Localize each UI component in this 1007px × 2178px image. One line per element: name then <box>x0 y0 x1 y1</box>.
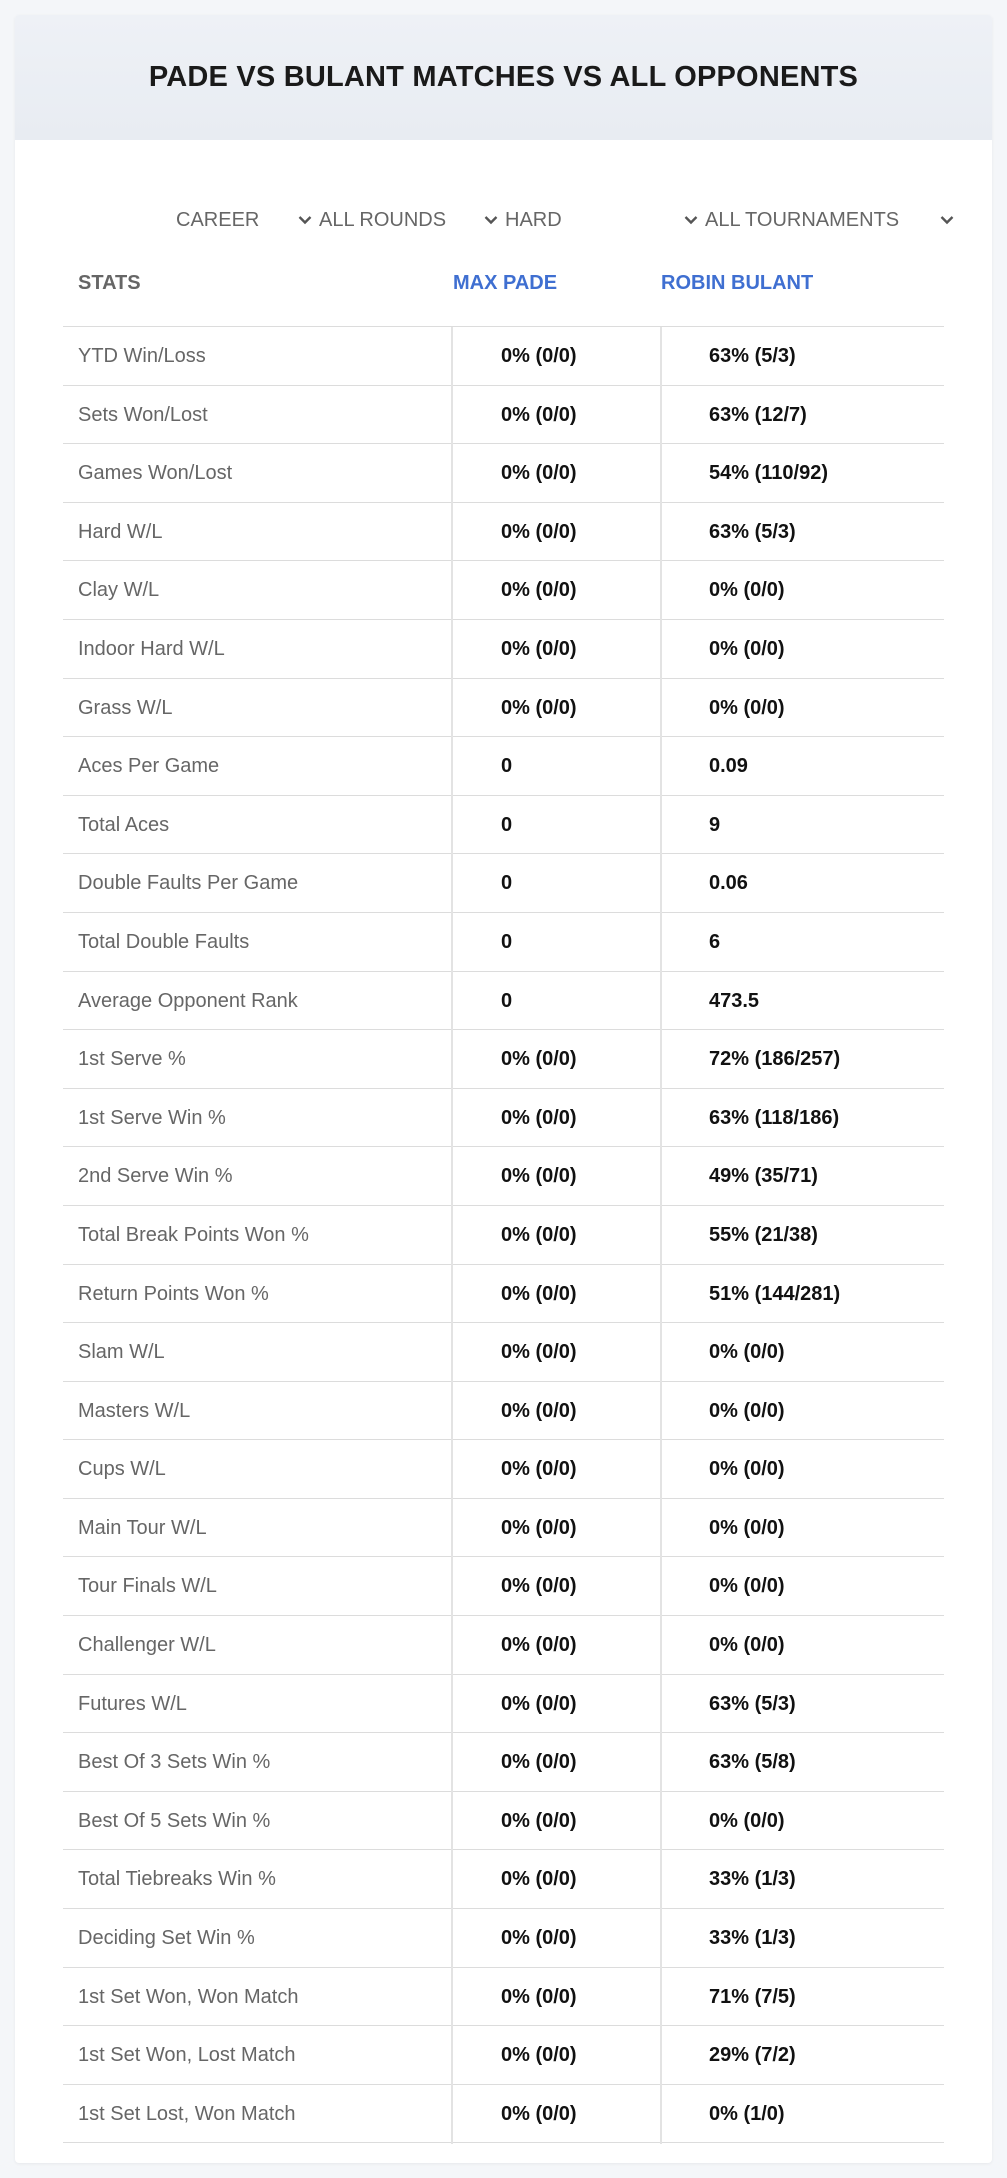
row-label: YTD Win/Loss <box>78 345 206 367</box>
row-label: Futures W/L <box>78 1692 187 1715</box>
surface-select-value: HARD <box>505 208 562 231</box>
row-label: Tour Finals W/L <box>78 1575 217 1598</box>
player2-value: 29% (7/2) <box>709 2044 796 2067</box>
column-divider <box>660 327 662 2144</box>
player2-value: 33% (1/3) <box>709 1868 796 1891</box>
player2-value: 51% (144/281) <box>709 1282 841 1305</box>
player1-value: 0% (0/0) <box>501 579 577 602</box>
column-divider <box>451 327 453 2144</box>
player2-value: 63% (5/8) <box>709 1751 796 1774</box>
table-row <box>63 327 944 386</box>
round-select-value: ALL ROUNDS <box>319 208 447 231</box>
table-row <box>63 2085 944 2144</box>
row-label: 1st Set Won, Lost Match <box>78 2044 296 2067</box>
player2-value: 0.06 <box>709 872 748 895</box>
stats-table <box>63 255 944 2143</box>
table-row <box>63 1675 944 1734</box>
table-row <box>63 1382 944 1441</box>
player1-value: 0% (0/0) <box>501 1809 577 1832</box>
table-row <box>63 1323 944 1382</box>
row-label: Masters W/L <box>78 1399 191 1422</box>
table-row <box>63 1909 944 1968</box>
period-select[interactable] <box>176 205 313 235</box>
player2-value: 0% (0/0) <box>709 1575 785 1598</box>
table-row <box>63 1557 944 1616</box>
row-label: Main Tour W/L <box>78 1516 207 1539</box>
table-row <box>63 1616 944 1675</box>
player1-value: 0% (0/0) <box>501 696 577 719</box>
player1-value: 0% (0/0) <box>501 1399 577 1422</box>
table-row <box>63 1089 944 1148</box>
player1-value: 0% (0/0) <box>501 1106 577 1129</box>
card-header <box>15 15 992 140</box>
player1-value: 0% (0/0) <box>501 2102 577 2125</box>
player1-value: 0% (0/0) <box>501 1868 577 1891</box>
player1-value: 0% (0/0) <box>501 1985 577 2008</box>
row-label: Total Aces <box>78 813 170 836</box>
table-row <box>63 1206 944 1265</box>
row-label: Slam W/L <box>78 1341 165 1364</box>
player2-value: 0% (1/0) <box>709 2102 785 2125</box>
player1-value: 0% (0/0) <box>501 345 577 367</box>
table-row <box>63 444 944 503</box>
row-label: 1st Serve % <box>78 1048 186 1071</box>
player1-value: 0% (0/0) <box>501 1165 577 1188</box>
player2-value: 0% (0/0) <box>709 1399 785 1422</box>
tournaments-select-value: ALL TOURNAMENTS <box>705 208 900 231</box>
table-row <box>63 972 944 1031</box>
table-row <box>63 1733 944 1792</box>
player2-value: 473.5 <box>709 989 760 1012</box>
row-label: Challenger W/L <box>78 1634 216 1657</box>
player2-value: 63% (5/3) <box>709 1692 796 1715</box>
player1-value: 0% (0/0) <box>501 1516 577 1539</box>
table-row <box>63 737 944 796</box>
player2-value: 63% (118/186) <box>709 1106 840 1129</box>
row-label: Best Of 5 Sets Win % <box>78 1809 271 1832</box>
player1-value: 0 <box>501 930 513 953</box>
player2-value: 71% (7/5) <box>709 1985 796 2008</box>
player1-value: 0% (0/0) <box>501 403 577 426</box>
row-label: Cups W/L <box>78 1458 166 1481</box>
table-row <box>63 1265 944 1324</box>
table-row <box>63 854 944 913</box>
table-row <box>63 386 944 445</box>
player2-value: 9 <box>709 813 721 836</box>
player1-value: 0% (0/0) <box>501 462 577 485</box>
row-label: Total Tiebreaks Win % <box>78 1868 276 1891</box>
player2-value: 0% (0/0) <box>709 637 785 660</box>
player1-value: 0% (0/0) <box>501 637 577 660</box>
row-label: Best Of 3 Sets Win % <box>78 1751 271 1774</box>
row-label: 1st Set Lost, Won Match <box>78 2102 296 2125</box>
table-row <box>63 2026 944 2085</box>
table-row <box>63 913 944 972</box>
row-label: Games Won/Lost <box>78 462 233 485</box>
player1-value: 0% (0/0) <box>501 2044 577 2067</box>
row-label: Total Break Points Won % <box>78 1223 309 1246</box>
player1-value: 0% (0/0) <box>501 1282 577 1305</box>
table-row <box>63 796 944 855</box>
table-row <box>63 1440 944 1499</box>
row-label: Indoor Hard W/L <box>78 637 225 660</box>
player2-value: 0% (0/0) <box>709 579 785 602</box>
filter-bar <box>15 185 992 255</box>
player2-value: 54% (110/92) <box>709 462 828 485</box>
player2-value: 0% (0/0) <box>709 1341 785 1364</box>
player1-value: 0% (0/0) <box>501 1341 577 1364</box>
player2-value: 0% (0/0) <box>709 1516 785 1539</box>
player1-value: 0 <box>501 872 513 895</box>
chevron-down-icon <box>939 212 955 228</box>
row-label: Return Points Won % <box>78 1282 269 1305</box>
player2-value: 72% (186/257) <box>709 1048 841 1071</box>
row-label: Grass W/L <box>78 696 173 719</box>
chevron-down-icon <box>683 212 699 228</box>
row-label: Double Faults Per Game <box>78 872 299 895</box>
row-label: Hard W/L <box>78 520 163 543</box>
chevron-down-icon <box>297 212 313 228</box>
column-header-player1[interactable]: MAX PADE <box>453 272 558 294</box>
row-label: Deciding Set Win % <box>78 1927 255 1950</box>
player1-value: 0% (0/0) <box>501 1927 577 1950</box>
player2-value: 33% (1/3) <box>709 1927 796 1950</box>
player2-value: 6 <box>709 930 721 953</box>
round-select[interactable] <box>319 205 499 235</box>
player1-value: 0% (0/0) <box>501 1048 577 1071</box>
table-row <box>63 1792 944 1851</box>
row-label: Aces Per Game <box>78 755 220 778</box>
player1-value: 0% (0/0) <box>501 1634 577 1657</box>
player2-value: 63% (5/3) <box>709 345 796 367</box>
row-label: Average Opponent Rank <box>78 989 298 1012</box>
page-title: PADE VS BULANT MATCHES VS ALL OPPONENTS <box>148 61 859 93</box>
table-row <box>63 1968 944 2027</box>
table-body <box>63 327 944 2143</box>
player1-value: 0% (0/0) <box>501 1751 577 1774</box>
row-label: Total Double Faults <box>78 930 250 953</box>
player1-value: 0 <box>501 989 513 1012</box>
player2-value: 49% (35/71) <box>709 1165 818 1188</box>
player2-value: 55% (21/38) <box>709 1223 818 1246</box>
table-header <box>63 255 944 327</box>
player2-value: 63% (5/3) <box>709 520 796 543</box>
table-row <box>63 561 944 620</box>
surface-select[interactable] <box>505 205 699 235</box>
player2-value: 0.09 <box>709 755 748 778</box>
player2-value: 0% (0/0) <box>709 696 785 719</box>
row-label: 2nd Serve Win % <box>78 1165 233 1188</box>
column-header-stats: STATS <box>78 272 141 294</box>
row-label: Sets Won/Lost <box>78 403 208 426</box>
chevron-down-icon <box>483 212 499 228</box>
player1-value: 0 <box>501 813 513 836</box>
player1-value: 0% (0/0) <box>501 1458 577 1481</box>
row-label: 1st Set Won, Won Match <box>78 1985 299 2008</box>
table-row <box>63 679 944 738</box>
table-row <box>63 1499 944 1558</box>
player2-value: 0% (0/0) <box>709 1634 785 1657</box>
table-row <box>63 620 944 679</box>
column-header-player2[interactable]: ROBIN BULANT <box>661 272 814 294</box>
player2-value: 0% (0/0) <box>709 1809 785 1832</box>
player1-value: 0% (0/0) <box>501 1223 577 1246</box>
player1-value: 0% (0/0) <box>501 1692 577 1715</box>
row-label: Clay W/L <box>78 579 160 602</box>
period-select-value: CAREER <box>176 208 260 231</box>
player2-value: 0% (0/0) <box>709 1458 785 1481</box>
player1-value: 0 <box>501 755 513 778</box>
player1-value: 0% (0/0) <box>501 1575 577 1598</box>
stats-card <box>15 15 992 2163</box>
tournaments-select[interactable] <box>705 205 955 235</box>
table-row <box>63 1030 944 1089</box>
table-row <box>63 503 944 562</box>
row-label: 1st Serve Win % <box>78 1106 226 1129</box>
table-row <box>63 1850 944 1909</box>
table-row <box>63 1147 944 1206</box>
player1-value: 0% (0/0) <box>501 520 577 543</box>
player2-value: 63% (12/7) <box>709 403 807 426</box>
